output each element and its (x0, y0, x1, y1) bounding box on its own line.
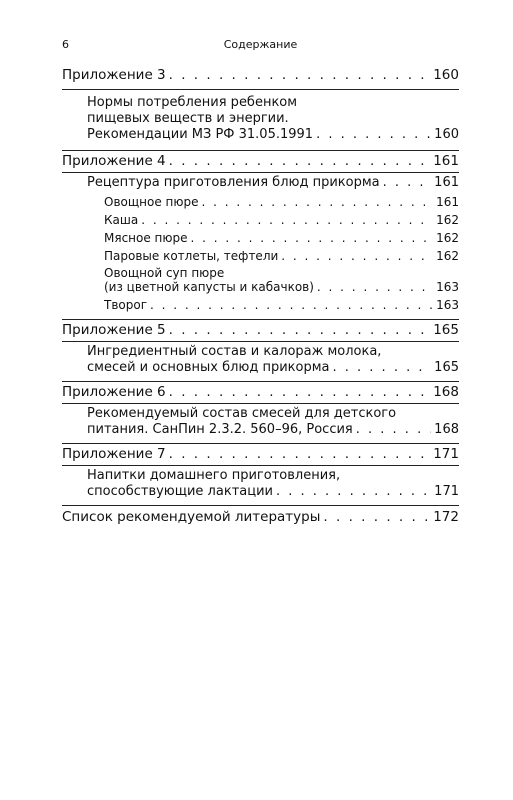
toc-entry-appendix-5[interactable] (62, 322, 459, 340)
leader-dots (333, 360, 432, 375)
leader-dots (141, 213, 433, 227)
toc-page-number: 168 (434, 422, 459, 437)
page-header (62, 38, 459, 54)
toc-entry-title: Список рекомендуемой литературы (62, 509, 321, 525)
toc-page-number: 161 (436, 195, 459, 209)
toc-entry-title: Паровые котлеты, тефтели (104, 249, 279, 263)
leader-dots (169, 322, 431, 338)
leader-dots (191, 231, 434, 245)
divider (62, 150, 459, 151)
toc-page-number: 171 (433, 446, 459, 462)
divider (62, 465, 459, 466)
toc-page-number: 168 (433, 384, 459, 400)
toc-entry-title: Приложение 7 (62, 446, 166, 462)
divider (62, 505, 459, 506)
leader-dots (281, 249, 433, 263)
toc-entry-title: Мясное пюре (104, 231, 188, 245)
toc-subentry-formula[interactable] (87, 422, 459, 440)
toc-entry-title: смесей и основных блюд прикорма (87, 360, 330, 375)
toc-page-number: 162 (436, 213, 459, 227)
leader-dots (323, 509, 430, 525)
divider (62, 89, 459, 90)
toc-subentry-text: Рекомендуемый состав смесей для детского (87, 406, 397, 421)
divider (62, 443, 459, 444)
toc-entry-references[interactable] (62, 509, 459, 527)
toc-entry-title: Приложение 4 (62, 153, 166, 169)
toc-page-number: 162 (436, 231, 459, 245)
toc-entry-title: Рецептура приготовления блюд прикорма (87, 175, 380, 190)
toc-subentry-drinks[interactable] (87, 484, 459, 502)
leader-dots (317, 280, 433, 294)
toc-entry-title: Рекомендации МЗ РФ 31.05.1991 (87, 127, 314, 142)
leader-dots (169, 384, 431, 400)
leader-dots (169, 153, 431, 169)
leader-dots (169, 67, 431, 83)
leader-dots (316, 127, 431, 142)
toc-subentry-norms[interactable] (87, 127, 459, 145)
toc-subentry-ingredients[interactable] (87, 360, 459, 378)
toc-entry-title: Приложение 5 (62, 322, 166, 338)
toc-subentry-text: Ингредиентный состав и калораж молока, (87, 344, 382, 359)
leader-dots (356, 422, 431, 437)
toc-entry-title: Приложение 6 (62, 384, 166, 400)
toc-subentry-text: Напитки домашнего приготовления, (87, 468, 341, 483)
toc-entry-appendix-3[interactable] (62, 67, 459, 85)
toc-page-number: 163 (436, 280, 459, 294)
toc-entry-title: Овощное пюре (104, 195, 199, 209)
toc-page-number: 160 (434, 127, 459, 142)
leader-dots (383, 175, 432, 190)
toc-entry-title: (из цветной капусты и кабачков) (104, 280, 314, 294)
toc-subentry-text: пищевых веществ и энергии. (87, 111, 289, 126)
toc-page-number: 163 (436, 298, 459, 312)
divider (62, 341, 459, 342)
divider (62, 319, 459, 320)
toc-page-number: 161 (434, 175, 459, 190)
toc-entry-title: Творог (104, 298, 148, 312)
toc-item-meat-puree[interactable] (104, 231, 459, 249)
toc-page-number: 160 (433, 67, 459, 83)
toc-subentry-text: Нормы потребления ребенком (87, 95, 298, 110)
leader-dots (202, 195, 434, 209)
toc-subentry-recipes[interactable] (87, 175, 459, 193)
toc-page-number: 161 (433, 153, 459, 169)
toc-item-text: Овощной суп пюре (104, 266, 225, 280)
toc-entry-title: Приложение 3 (62, 67, 166, 83)
divider (62, 381, 459, 382)
toc-item-steamed-cutlets[interactable] (104, 249, 459, 267)
toc-entry-title: Каша (104, 213, 139, 227)
divider (62, 172, 459, 173)
toc-page-number: 171 (434, 484, 459, 499)
toc-item-cottage-cheese[interactable] (104, 298, 459, 316)
toc-entry-appendix-6[interactable] (62, 384, 459, 402)
toc-page-number: 162 (436, 249, 459, 263)
toc-page-number: 165 (433, 322, 459, 338)
toc-entry-appendix-4[interactable] (62, 153, 459, 171)
toc-item-vegetable-puree[interactable] (104, 195, 459, 213)
toc-item-vegetable-soup[interactable] (104, 280, 459, 298)
leader-dots (150, 298, 433, 312)
toc-entry-appendix-7[interactable] (62, 446, 459, 464)
running-title: Содержание (223, 38, 298, 51)
toc-entry-title: питания. СанПин 2.3.2. 560–96, Россия (87, 422, 353, 437)
leader-dots (169, 446, 431, 462)
leader-dots (276, 484, 431, 499)
toc-page-number: 172 (433, 509, 459, 525)
divider (62, 403, 459, 404)
toc-entry-title: способствующие лактации (87, 484, 273, 499)
toc-page-number: 165 (434, 360, 459, 375)
page-number: 6 (62, 38, 69, 51)
toc-item-porridge[interactable] (104, 213, 459, 231)
